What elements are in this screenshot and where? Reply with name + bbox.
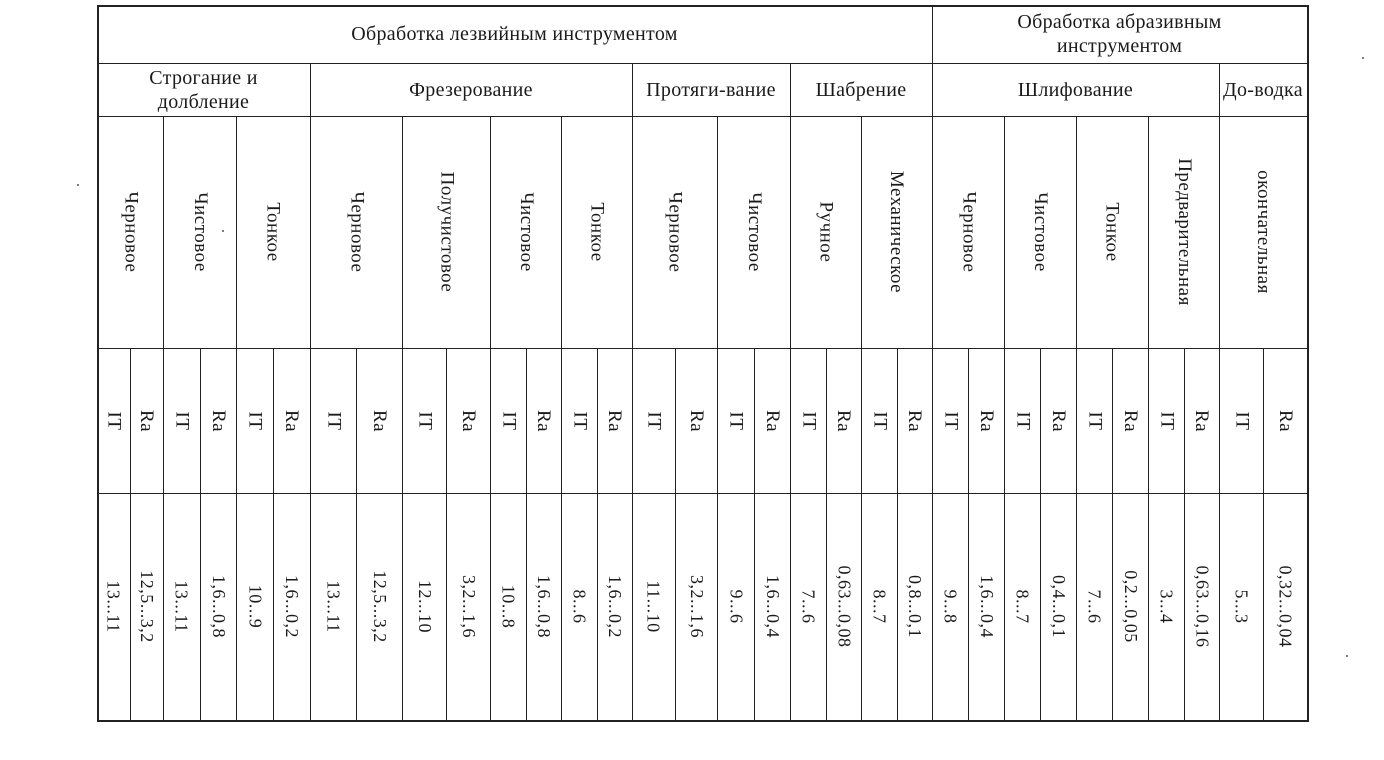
ra-label-3-cell: [356, 348, 402, 493]
it-value-9-cell: [790, 493, 826, 720]
ra-value-5-cell: [526, 493, 561, 720]
it-value-8-cell: [717, 493, 754, 720]
ra-value-10: 0,8...0,1: [905, 575, 925, 638]
ra-label-9-cell: [826, 348, 861, 493]
ra-label-9: Ra: [833, 409, 855, 432]
ra-label-11-cell: [968, 348, 1004, 493]
scan-speck: [77, 184, 79, 186]
ra-label-7: Ra: [685, 409, 707, 432]
ra-value-15-cell: [1263, 493, 1307, 720]
method-5-cell: [1219, 63, 1307, 116]
stage-8-cell: [717, 116, 790, 348]
ra-value-7: 3,2...1,6: [686, 575, 707, 638]
stage-15-cell: [1219, 116, 1307, 348]
ra-label-15-cell: [1263, 348, 1307, 493]
it-label-12-cell: [1004, 348, 1040, 493]
it-value-0-cell: [97, 493, 130, 720]
it-label-7-cell: [632, 348, 675, 493]
it-label-13: IT: [1084, 411, 1105, 430]
ra-label-8: Ra: [761, 409, 783, 432]
ra-value-0: 12,5...3,2: [137, 570, 157, 643]
ra-value-2-cell: [273, 493, 310, 720]
ra-label-6: Ra: [604, 409, 626, 432]
method-4: Шлифование: [1017, 78, 1134, 101]
stage-14-cell: [1148, 116, 1219, 348]
it-value-6-cell: [561, 493, 597, 720]
ra-label-13-cell: [1112, 348, 1148, 493]
ra-value-6: 1,6...0,2: [605, 575, 625, 638]
stage-0: Черновое: [120, 191, 141, 273]
it-value-2: 10...9: [245, 584, 265, 629]
stage-9-cell: [790, 116, 861, 348]
stage-13: Тонкое: [1102, 202, 1123, 262]
it-value-10-cell: [861, 493, 897, 720]
stage-2-cell: [236, 116, 310, 348]
ra-value-9-cell: [826, 493, 861, 720]
scan-speck: [1362, 57, 1364, 59]
it-value-6: 8...6: [569, 589, 590, 624]
stage-13-cell: [1076, 116, 1148, 348]
ra-label-15: Ra: [1274, 409, 1296, 432]
it-label-1-cell: [163, 348, 200, 493]
it-label-2-cell: [236, 348, 273, 493]
it-value-13: 7...6: [1084, 589, 1105, 624]
ra-label-12-cell: [1040, 348, 1076, 493]
it-label-13-cell: [1076, 348, 1112, 493]
it-value-10: 8...7: [869, 589, 890, 624]
it-value-15-cell: [1219, 493, 1263, 720]
it-label-15: IT: [1231, 411, 1252, 430]
ra-label-14-cell: [1184, 348, 1219, 493]
it-label-5-cell: [490, 348, 526, 493]
stage-7: Черновое: [664, 191, 686, 273]
ra-label-0: Ra: [136, 409, 158, 432]
ra-label-7-cell: [675, 348, 717, 493]
ra-value-7-cell: [675, 493, 717, 720]
it-label-11-cell: [932, 348, 968, 493]
it-value-7: 11...10: [644, 580, 664, 633]
ra-value-13: 0,2...0,05: [1120, 570, 1141, 643]
it-value-11: 9...8: [940, 589, 961, 624]
method-5: До-водка: [1223, 78, 1303, 101]
it-value-3: 13...11: [323, 580, 344, 633]
it-label-12: IT: [1012, 411, 1033, 430]
ra-label-14: Ra: [1191, 409, 1213, 432]
it-value-11-cell: [932, 493, 968, 720]
stage-6: Тонкое: [586, 202, 608, 262]
ra-label-2: Ra: [281, 409, 303, 432]
ra-label-10-cell: [897, 348, 932, 493]
method-0-cell: [97, 63, 310, 116]
ra-label-10: Ra: [904, 409, 926, 432]
it-value-2-cell: [236, 493, 273, 720]
ra-label-4-cell: [446, 348, 490, 493]
it-label-15-cell: [1219, 348, 1263, 493]
header-blade: Обработка лезвийным инструментом: [351, 23, 678, 45]
ra-value-11: 1,6...0,4: [976, 575, 997, 638]
ra-value-3-cell: [356, 493, 402, 720]
it-label-11: IT: [940, 411, 961, 430]
stage-0-cell: [97, 116, 163, 348]
header-blade-cell: [97, 5, 932, 63]
method-4-cell: [932, 63, 1219, 116]
it-value-14: 3...4: [1156, 589, 1177, 624]
it-value-12: 8...7: [1012, 589, 1033, 624]
it-value-3-cell: [310, 493, 356, 720]
it-label-0-cell: [97, 348, 130, 493]
table-border-bottom: [97, 720, 1307, 722]
it-value-9: 7...6: [798, 589, 819, 624]
it-value-4-cell: [402, 493, 446, 720]
ra-label-8-cell: [754, 348, 790, 493]
it-label-7: IT: [643, 411, 665, 430]
ra-value-2: 1,6...0,2: [282, 575, 302, 638]
it-value-1: 13...11: [172, 580, 192, 633]
stage-1: Чистовое: [189, 192, 211, 272]
ra-value-5: 1,6...0,8: [534, 575, 554, 638]
method-1: Фрезерование: [409, 78, 533, 101]
it-label-8-cell: [717, 348, 754, 493]
ra-value-12-cell: [1040, 493, 1076, 720]
it-label-4-cell: [402, 348, 446, 493]
it-value-7-cell: [632, 493, 675, 720]
ra-value-6-cell: [597, 493, 632, 720]
ra-label-5: Ra: [533, 409, 555, 432]
it-label-10-cell: [861, 348, 897, 493]
it-value-13-cell: [1076, 493, 1112, 720]
ra-label-13: Ra: [1119, 409, 1141, 432]
stage-2: Тонкое: [263, 202, 284, 262]
it-label-6-cell: [561, 348, 597, 493]
method-3: Шабрение: [815, 78, 907, 101]
scan-speck: [1346, 655, 1348, 657]
ra-label-1: Ra: [207, 409, 229, 432]
stage-9: Ручное: [815, 201, 837, 263]
ra-value-9: 0,63...0,08: [834, 565, 854, 648]
it-label-1: IT: [171, 411, 193, 430]
method-0: Строгание и долбление: [149, 66, 258, 113]
it-label-5: IT: [498, 411, 519, 430]
method-2: Протяги-вание: [646, 78, 776, 101]
stage-8: Чистовое: [743, 192, 765, 272]
ra-label-2-cell: [273, 348, 310, 493]
it-label-3-cell: [310, 348, 356, 493]
stage-11: Черновое: [958, 191, 979, 273]
it-value-12-cell: [1004, 493, 1040, 720]
stage-12-cell: [1004, 116, 1076, 348]
it-label-9: IT: [798, 411, 819, 430]
stage-14: Предварительная: [1173, 158, 1195, 306]
stage-12: Чистовое: [1030, 192, 1052, 272]
ra-label-0-cell: [130, 348, 163, 493]
it-label-14-cell: [1148, 348, 1184, 493]
ra-value-1: 1,6...0,8: [208, 575, 229, 638]
stage-10: Механическое: [886, 170, 908, 294]
method-2-cell: [632, 63, 790, 116]
it-label-4: IT: [414, 411, 435, 430]
it-label-2: IT: [244, 411, 266, 430]
ra-value-11-cell: [968, 493, 1004, 720]
ra-value-1-cell: [200, 493, 236, 720]
stage-5: Чистовое: [515, 192, 537, 272]
it-label-14: IT: [1156, 411, 1177, 430]
it-value-8: 9...6: [726, 589, 746, 624]
ra-label-11: Ra: [975, 409, 997, 432]
ra-value-10-cell: [897, 493, 932, 720]
ra-value-14: 0,63...0,16: [1192, 565, 1212, 648]
stage-3: Черновое: [346, 191, 367, 273]
it-value-4: 12...10: [414, 580, 435, 633]
header-abrasive-cell: [932, 5, 1307, 63]
ra-label-3: Ra: [368, 409, 390, 432]
it-label-8: IT: [725, 411, 747, 430]
it-label-3: IT: [323, 411, 344, 430]
it-value-0: 13...11: [104, 580, 124, 633]
ra-label-6-cell: [597, 348, 632, 493]
ra-label-12: Ra: [1047, 409, 1069, 432]
it-value-1-cell: [163, 493, 200, 720]
stage-15: окончательная: [1253, 170, 1274, 294]
table-border-right: [1307, 5, 1309, 722]
stage-7-cell: [632, 116, 717, 348]
stage-10-cell: [861, 116, 932, 348]
stage-3-cell: [310, 116, 402, 348]
ra-label-4: Ra: [457, 409, 479, 432]
stage-5-cell: [490, 116, 561, 348]
it-value-5: 10...8: [498, 584, 519, 629]
method-3-cell: [790, 63, 932, 116]
stage-4: Получистовое: [436, 171, 458, 293]
ra-value-13-cell: [1112, 493, 1148, 720]
it-label-6: IT: [569, 411, 590, 430]
header-abrasive: Обработка абразивным инструментом: [1017, 11, 1222, 57]
scan-speck: [222, 230, 224, 232]
ra-value-3: 12,5...3,2: [369, 570, 390, 643]
ra-value-12: 0,4...0,1: [1048, 575, 1069, 638]
it-value-14-cell: [1148, 493, 1184, 720]
it-value-5-cell: [490, 493, 526, 720]
ra-label-5-cell: [526, 348, 561, 493]
ra-value-0-cell: [130, 493, 163, 720]
method-1-cell: [310, 63, 632, 116]
ra-value-14-cell: [1184, 493, 1219, 720]
ra-value-4: 3,2...1,6: [458, 575, 479, 638]
ra-value-15: 0,32...0,04: [1275, 565, 1296, 648]
it-label-0: IT: [103, 411, 125, 430]
it-value-15: 5...3: [1231, 589, 1252, 624]
stage-6-cell: [561, 116, 632, 348]
ra-value-8: 1,6...0,4: [762, 575, 783, 638]
ra-label-1-cell: [200, 348, 236, 493]
ra-value-8-cell: [754, 493, 790, 720]
stage-1-cell: [163, 116, 236, 348]
ra-value-4-cell: [446, 493, 490, 720]
it-label-10: IT: [869, 411, 890, 430]
stage-4-cell: [402, 116, 490, 348]
it-label-9-cell: [790, 348, 826, 493]
stage-11-cell: [932, 116, 1004, 348]
